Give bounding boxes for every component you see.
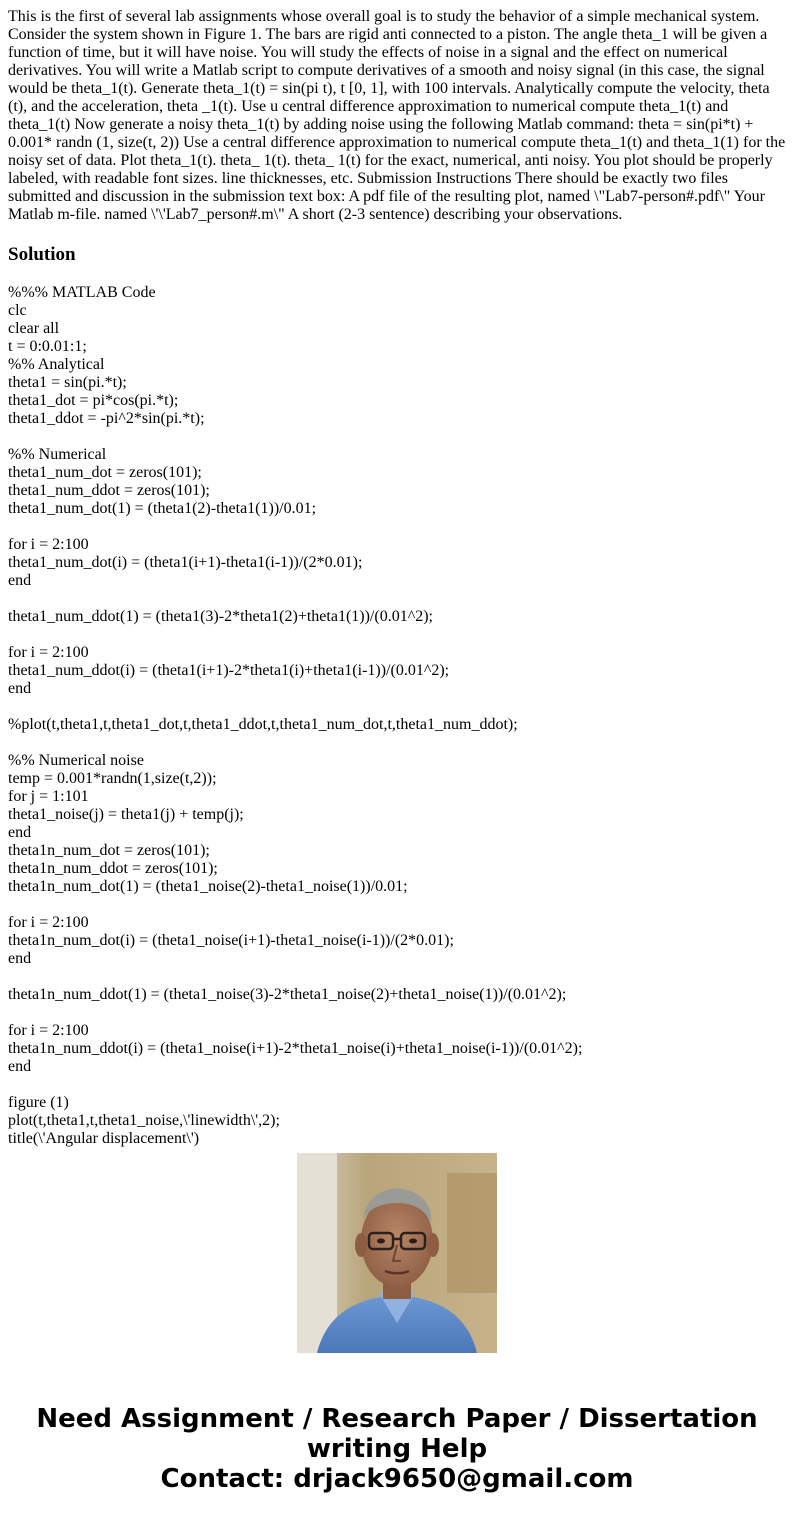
code-line: theta1n_num_dot(i) = (theta1_noise(i+1)-theta1_noise(i-1))/(2*0.01);: [8, 932, 454, 949]
code-line: end: [8, 680, 32, 697]
code-line: for i = 2:100: [8, 1022, 89, 1039]
question-text: This is the first of several lab assignments whose overall goal is to study the behavior of a simple mechanical system. Consider the system shown in Figure 1. The bars are rigid anti connected to a piston. The angle theta_1 will be given a function of time, but it will have noise. You will study the effects of noise in a signal and the effect on numerical derivatives. You will write a Matlab script to compute derivatives of a smooth and noisy signal (in this case, the signal would be theta_1(t). Generate theta_1(t) = sin(pi t), t [0, 1], with 100 intervals. Analytically compute the velocity, theta (t), and the acceleration, theta _1(t). Use u central difference approximation to numerical compute theta_1(t) and theta_1(t) Now generate a noisy theta_1(t) by adding noise using the following Matlab command: theta = sin(pi*t) + 0.001* randn (1, size(t, 2)) Use a central difference approximation to numerical compute theta_1(t) and theta_1(1) for the noisy set of data. Plot theta_1(t). theta_ 1(t). theta_ 1(t) for the exact, numerical, anti noisy. You plot should be properly labeled, with readable font sizes. line thicknesses, etc. Submission Instructions There should be exactly two files submitted and discussion in the submission text box: A pdf file of the resulting plot, named \"Lab7-person#.pdf\" Your Matlab m-file. named \'\'Lab7_person#.m\" A short (2-3 sentence) describing your observations.: [8, 8, 786, 223]
code-line: theta1_ddot = -pi^2*sin(pi.*t);: [8, 410, 205, 427]
code-line: theta1n_num_ddot(i) = (theta1_noise(i+1)-2*theta1_noise(i)+theta1_noise(i-1))/(0.01^2);: [8, 1040, 583, 1057]
code-line: [8, 518, 788, 536]
author-avatar: [297, 1153, 497, 1353]
code-line: [8, 896, 788, 914]
code-line: theta1_num_dot(i) = (theta1(i+1)-theta1(i-1))/(2*0.01);: [8, 554, 363, 571]
code-line: %%% MATLAB Code: [8, 284, 156, 301]
code-line: end: [8, 1058, 32, 1075]
code-line: end: [8, 572, 32, 589]
code-line: figure (1): [8, 1094, 69, 1111]
code-line: %% Analytical: [8, 356, 105, 373]
code-line: plot(t,theta1,t,theta1_noise,\'linewidth\',2);: [8, 1112, 280, 1129]
code-line: title(\'Angular displacement\'): [8, 1130, 200, 1147]
document-body: [8, 8, 788, 1147]
code-line: %% Numerical: [8, 446, 107, 463]
code-line: for i = 2:100: [8, 914, 89, 931]
code-line: theta1n_num_dot = zeros(101);: [8, 842, 210, 859]
code-line: theta1 = sin(pi.*t);: [8, 374, 127, 391]
code-line: clc: [8, 302, 27, 319]
code-line: [8, 734, 788, 752]
solution-code: [8, 284, 788, 1147]
code-line: theta1n_num_dot(1) = (theta1_noise(2)-theta1_noise(1))/0.01;: [8, 878, 408, 895]
code-line: theta1n_num_ddot = zeros(101);: [8, 860, 218, 877]
code-line: theta1_num_ddot(i) = (theta1(i+1)-2*theta1(i)+theta1(i-1))/(0.01^2);: [8, 662, 450, 679]
code-line: [8, 1004, 788, 1022]
code-line: theta1_noise(j) = theta1(j) + temp(j);: [8, 806, 244, 823]
code-line: theta1_num_dot = zeros(101);: [8, 464, 202, 481]
code-line: end: [8, 950, 32, 967]
solution-heading: Solution: [8, 244, 76, 265]
code-line: [8, 590, 788, 608]
code-line: theta1_num_ddot = zeros(101);: [8, 482, 210, 499]
author-photo: [297, 1153, 497, 1353]
code-line: [8, 698, 788, 716]
code-line: theta1_num_ddot(1) = (theta1(3)-2*theta1(2)+theta1(1))/(0.01^2);: [8, 608, 433, 625]
code-line: clear all: [8, 320, 60, 337]
code-line: theta1_num_dot(1) = (theta1(2)-theta1(1))/0.01;: [8, 500, 317, 517]
code-line: temp = 0.001*randn(1,size(t,2));: [8, 770, 217, 787]
code-line: end: [8, 824, 32, 841]
code-line: [8, 1076, 788, 1094]
code-line: [8, 428, 788, 446]
promo-contact: Contact: drjack9650@gmail.com: [160, 1464, 634, 1494]
code-line: theta1_dot = pi*cos(pi.*t);: [8, 392, 179, 409]
code-line: [8, 968, 788, 986]
promo-line-1: Need Assignment / Research Paper / Dissertation: [36, 1404, 758, 1434]
code-line: [8, 626, 788, 644]
code-line: theta1n_num_ddot(1) = (theta1_noise(3)-2*theta1_noise(2)+theta1_noise(1))/(0.01^2);: [8, 986, 567, 1003]
code-line: for i = 2:100: [8, 644, 89, 661]
code-line: for i = 2:100: [8, 536, 89, 553]
code-line: for j = 1:101: [8, 788, 89, 805]
code-line: %% Numerical noise: [8, 752, 144, 769]
promo-banner: [0, 1404, 794, 1494]
promo-line-2: writing Help: [306, 1434, 488, 1464]
code-line: t = 0:0.01:1;: [8, 338, 87, 355]
code-line: %plot(t,theta1,t,theta1_dot,t,theta1_ddot,t,theta1_num_dot,t,theta1_num_ddot);: [8, 716, 518, 733]
